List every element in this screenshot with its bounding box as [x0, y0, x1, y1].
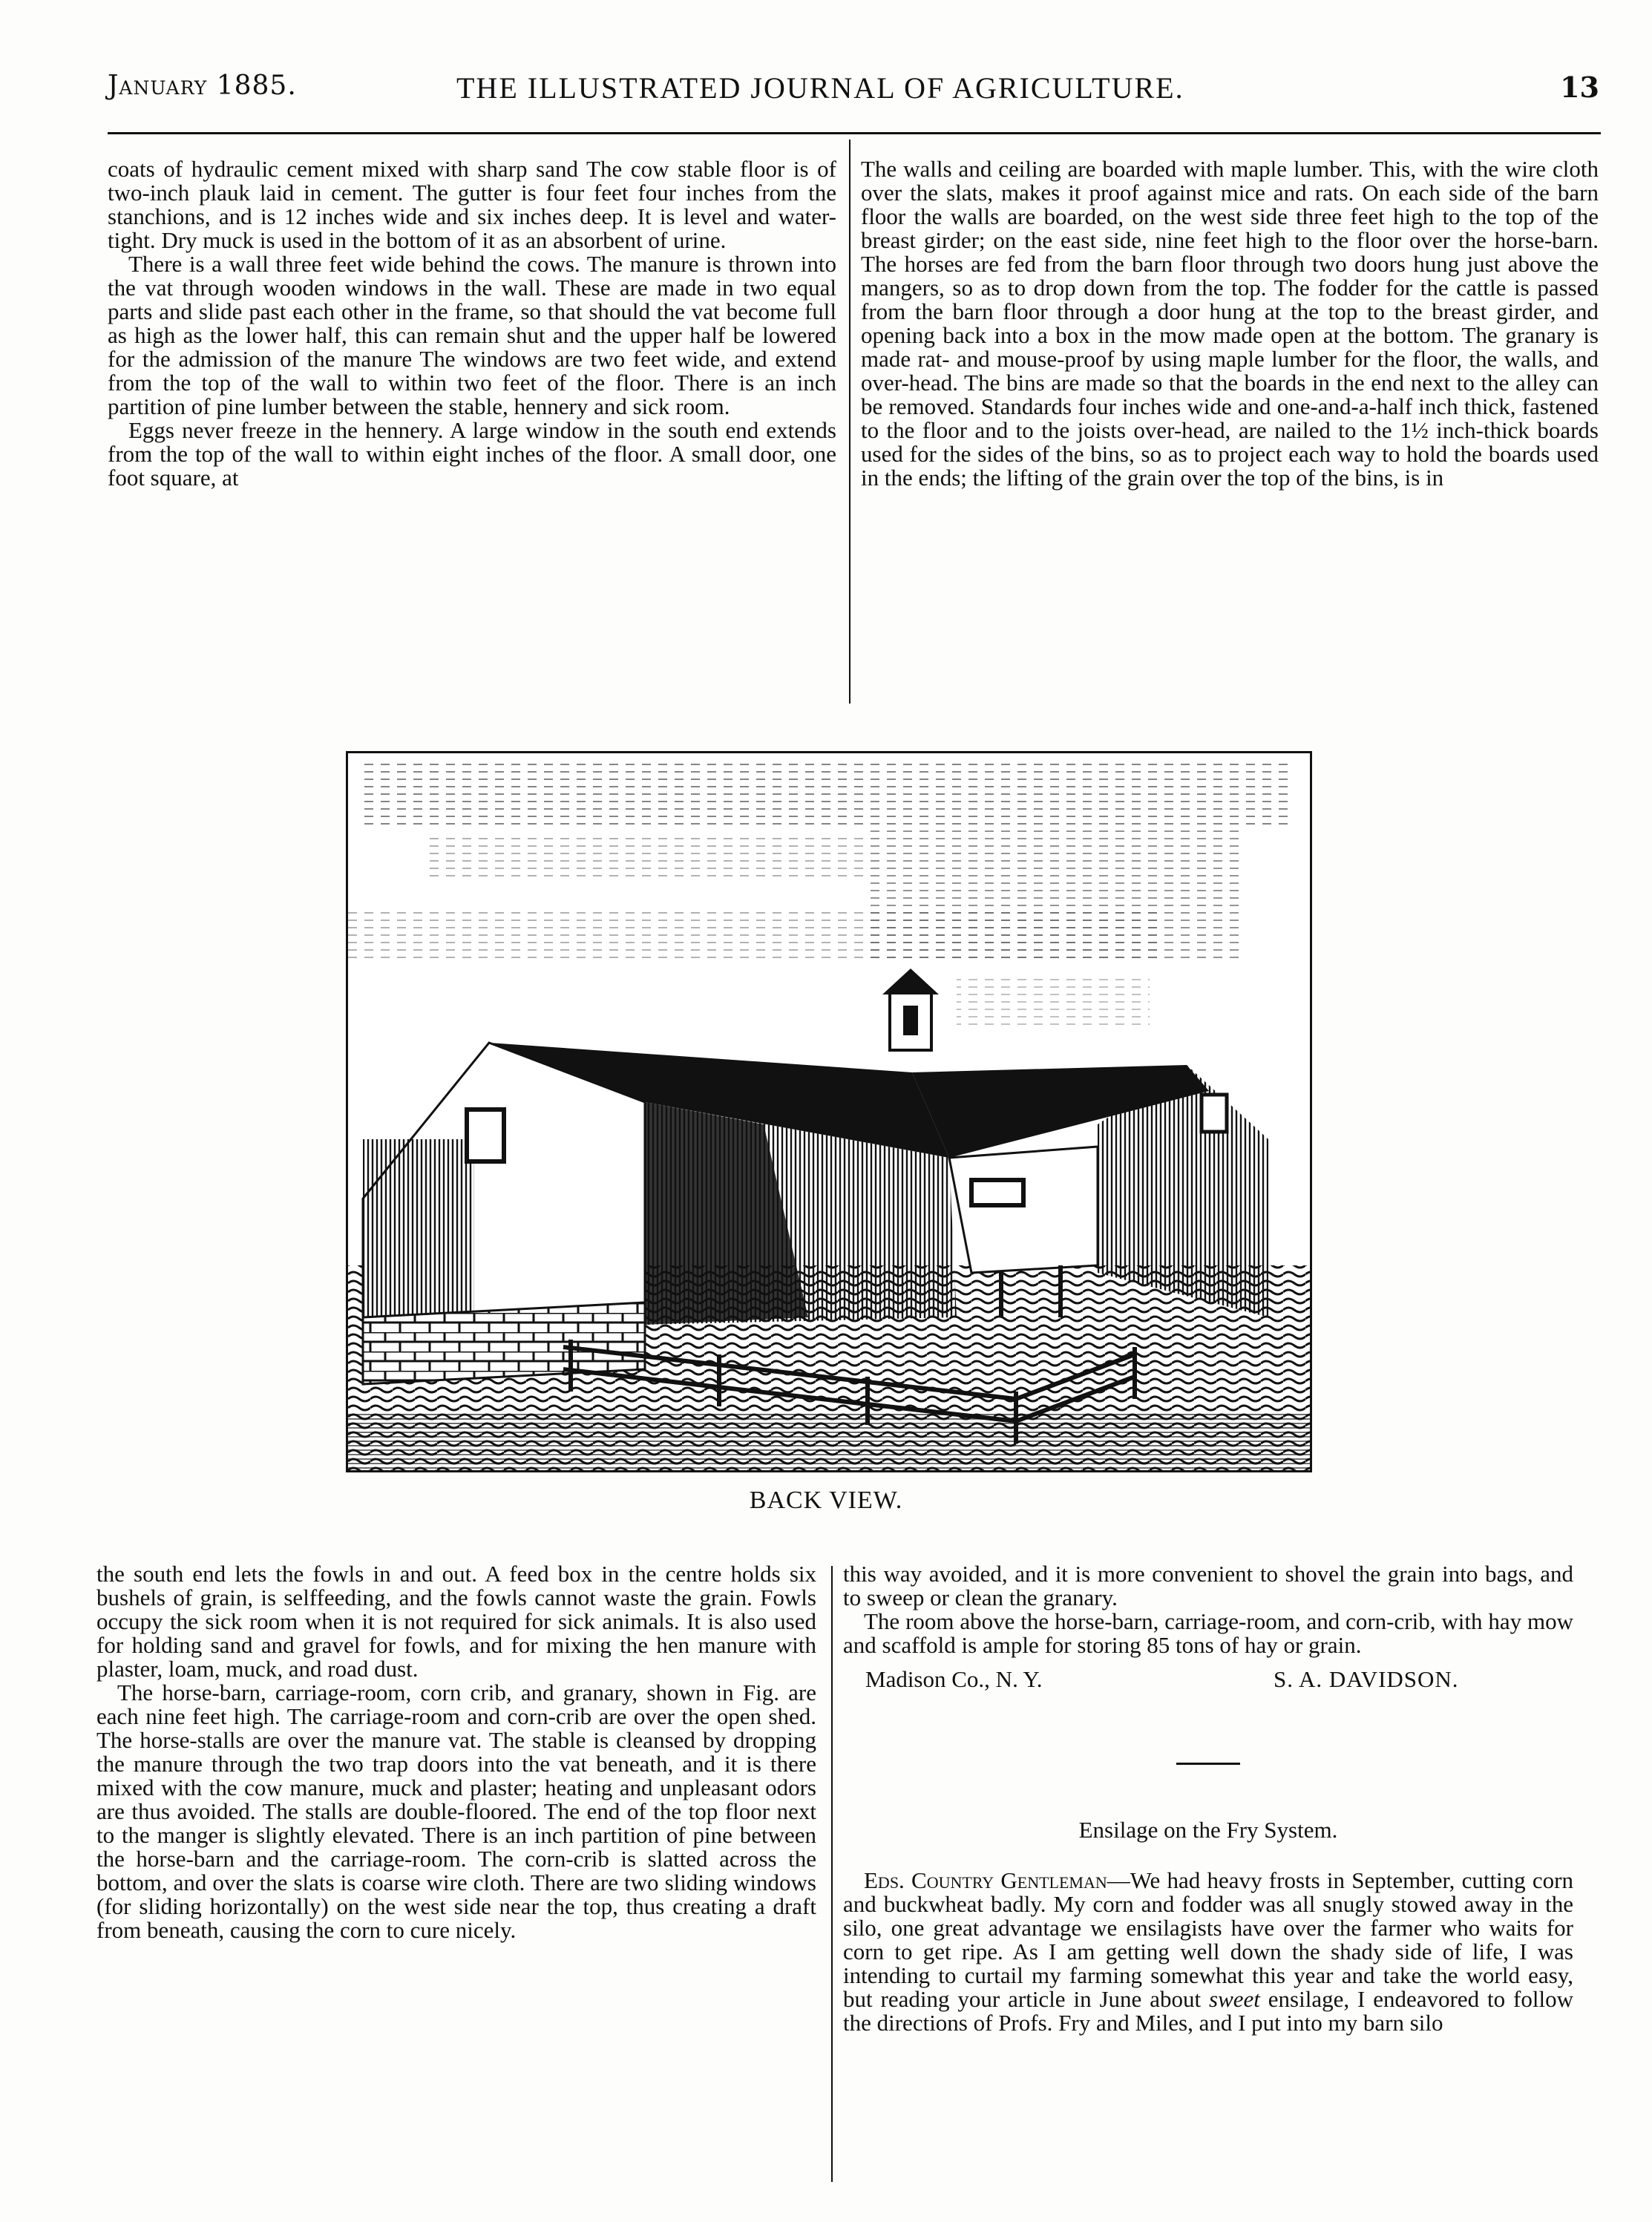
- italic-word: sweet: [1209, 1986, 1260, 2012]
- paragraph: this way avoided, and it is more convenient to shovel the grain into bags, and to sweep or clean the granary.: [843, 1562, 1573, 1610]
- wing-window: [971, 1180, 1023, 1205]
- illustration-caption: BACK VIEW.: [749, 1487, 903, 1514]
- author-signature: S. A. DAVIDSON.: [1274, 1666, 1459, 1692]
- barn-engraving-back-view: [346, 751, 1312, 1472]
- issue-date: January 1885.: [108, 71, 297, 101]
- signature-row: [843, 1668, 1573, 1703]
- header-rule: [108, 132, 1601, 134]
- article-title: Ensilage on the Fry System.: [1078, 1817, 1338, 1843]
- upper-right-column: [861, 157, 1599, 714]
- page-number: 13: [1560, 71, 1599, 104]
- paragraph: The room above the horse-barn, carriage-room, and corn-crib, with hay mow and scaffold is ample for storing 85 tons of hay or grain.: [843, 1608, 1573, 1658]
- paragraph: The walls and ceiling are boarded with maple lumber. This, with the wire cloth over the slats, makes it proof against mice and rats. On each side of the barn floor the walls are boarded, on the west side three feet high to the top of the breast girder; on the east side, nine feet high to the floor over the horse-barn. The horses are fed from the barn floor through two doors hung just above the mangers, so as to drop down from the top. The fodder for the cattle is passed from the barn floor through a door hung at the top to the breast girder, and opening back into a box in the mow made open at the bottom. The granary is made rat- and mouse-proof by using maple lumber for the floor, the walls, and over-head. The bins are made so that the boards in the end next to the alley can be removed. Standards four inches wide and one-and-a-half inch thick, fastened to the floor and to the joists over-head, are nailed to the 1½ inch-thick boards used for the sides of the bins, so as to project each way to hold the boards used in the ends; the lifting of the grain over the top of the bins, is in: [861, 157, 1599, 491]
- paragraph: the south end lets the fowls in and out. A feed box in the centre holds six bushels of grain, is selffeeding, and the fowls cannot waste the grain. Fowls occupy the sick room when it is not required for sick animals. It is also used for holding sand and gravel for fowls, and for mixing the hen manure with plaster, loam, muck, and road dust.: [96, 1562, 816, 1682]
- paragraph: coats of hydraulic cement mixed with sharp sand The cow stable floor is of two-inch plauk laid in cement. The gutter is four feet four inches from the stanchions, and is 12 inches wide and six inches deep. It is level and water-tight. Dry muck is used in the bottom of it as an absorbent of urine.: [108, 157, 836, 253]
- journal-title: THE ILLUSTRATED JOURNAL OF AGRICULTURE.: [456, 71, 1184, 105]
- column-divider: [831, 1566, 833, 2182]
- section-divider: [1176, 1763, 1240, 1765]
- paragraph: There is a wall three feet wide behind the cows. The manure is thrown into the vat through wooden windows in the wall. These are made in two equal parts and slide past each other in the frame, so that should the vat become full as high as the lower half, this can remain shut and the upper half be lowered for the admission of the manure The windows are two feet wide, and extend from the top of the wall to within two feet of the floor. There is an inch partition of pine lumber between the stable, hennery and sick room.: [108, 251, 836, 419]
- lower-right-column: [843, 1562, 1573, 2178]
- salutation: Eds. Country Gentleman: [864, 1867, 1107, 1893]
- article-body: [843, 1869, 1573, 2035]
- column-divider: [849, 140, 850, 704]
- dateline-place: Madison Co., N. Y.: [865, 1666, 1043, 1692]
- body-text-end: ensilage, I endeavored to follow the directions of Profs. Fry and Miles, and I put into my barn silo: [843, 1986, 1573, 2036]
- barn-illustration: [348, 753, 1310, 1470]
- paragraph: Eggs never freeze in the hennery. A large window in the south end extends from the top of the wall to within eight inches of the floor. A small door, one foot square, at: [108, 417, 836, 491]
- gable-window: [467, 1110, 504, 1161]
- paragraph: The horse-barn, carriage-room, corn crib, and granary, shown in Fig. are each nine feet high. The carriage-room and corn-crib are over the open shed. The horse-stalls are over the manure vat. The stable is cleansed by dropping the manure through the two trap doors into the vat beneath, and it is there mixed with the cow manure, muck and plaster; heating and unpleasant odors are thus avoided. The stalls are double-floored. The end of the top floor next to the manger is slightly elevated. There is an inch partition of pine between the horse-barn and the carriage-room. The corn-crib is slatted across the bottom, and over the slats is coarse wire cloth. There are two sliding windows (for sliding horizontally) on the west side near the top, thus creating a draft from beneath, causing the corn to cure nicely.: [96, 1679, 816, 1943]
- upper-left-column: [108, 157, 836, 714]
- lower-left-column: [96, 1562, 816, 2171]
- running-header: [108, 71, 1599, 115]
- body-text: —We had heavy frosts in September, cutting corn and buckwheat badly. My corn and fodder was all snugly stowed away in the silo, one great advantage we ensilagists have over the farmer who waits for corn to get ripe. As I am getting well down the shady side of life, I was intending to curtail my farming somewhat this year and take the world easy, but reading your article in June about: [843, 1867, 1573, 2012]
